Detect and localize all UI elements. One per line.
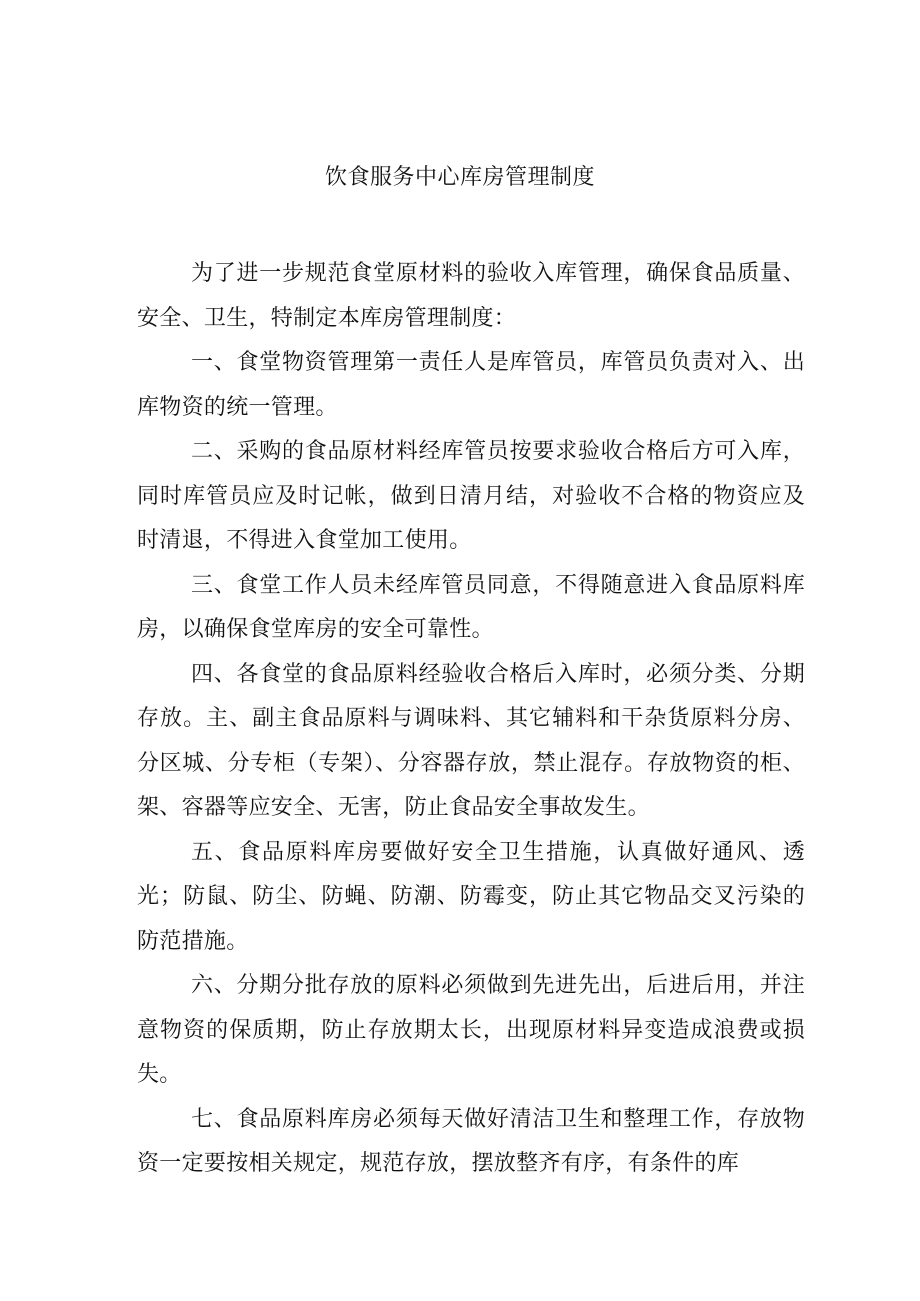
paragraph-intro: 为了进一步规范食堂原材料的验收入库管理，确保食品质量、安全、卫生，特制定本库房管理制度： xyxy=(137,261,805,331)
paragraph-rule-3: 三、食堂工作人员未经库管员同意，不得随意进入食品原料库房，以确保食堂库房的安全可靠性。 xyxy=(137,572,805,642)
paragraph-rule-7: 七、食品原料库房必须每天做好清洁卫生和整理工作，存放物资一定要按相关规定，规范存放，摆放整齐有序，有条件的库 xyxy=(137,1106,805,1176)
paragraph-rule-4: 四、各食堂的食品原料经验收合格后入库时，必须分类、分期存放。主、副主食品原料与调味料、其它辅料和干杂货原料分房、分区城、分专柜（专架）、分容器存放，禁止混存。存放物资的柜、架、容器等应安全、无害，防止食品安全事故发生。 xyxy=(137,661,805,820)
paragraph-rule-1: 一、食堂物资管理第一责任人是库管员，库管员负责对入、出库物资的统一管理。 xyxy=(137,350,805,420)
paragraph-rule-5: 五、食品原料库房要做好安全卫生措施，认真做好通风、透光；防鼠、防尘、防蝇、防潮、防霉变，防止其它物品交叉污染的防范措施。 xyxy=(137,839,805,954)
document-body xyxy=(137,252,805,1187)
paragraph-rule-2: 二、采购的食品原材料经库管员按要求验收合格后方可入库，同时库管员应及时记帐，做到日清月结，对验收不合格的物资应及时清退，不得进入食堂加工使用。 xyxy=(137,439,805,553)
document-title: 饮食服务中心库房管理制度 xyxy=(324,165,595,190)
paragraph-rule-6: 六、分期分批存放的原料必须做到先进先出，后进后用，并注意物资的保质期，防止存放期太长，出现原材料异变造成浪费或损失。 xyxy=(137,973,805,1087)
